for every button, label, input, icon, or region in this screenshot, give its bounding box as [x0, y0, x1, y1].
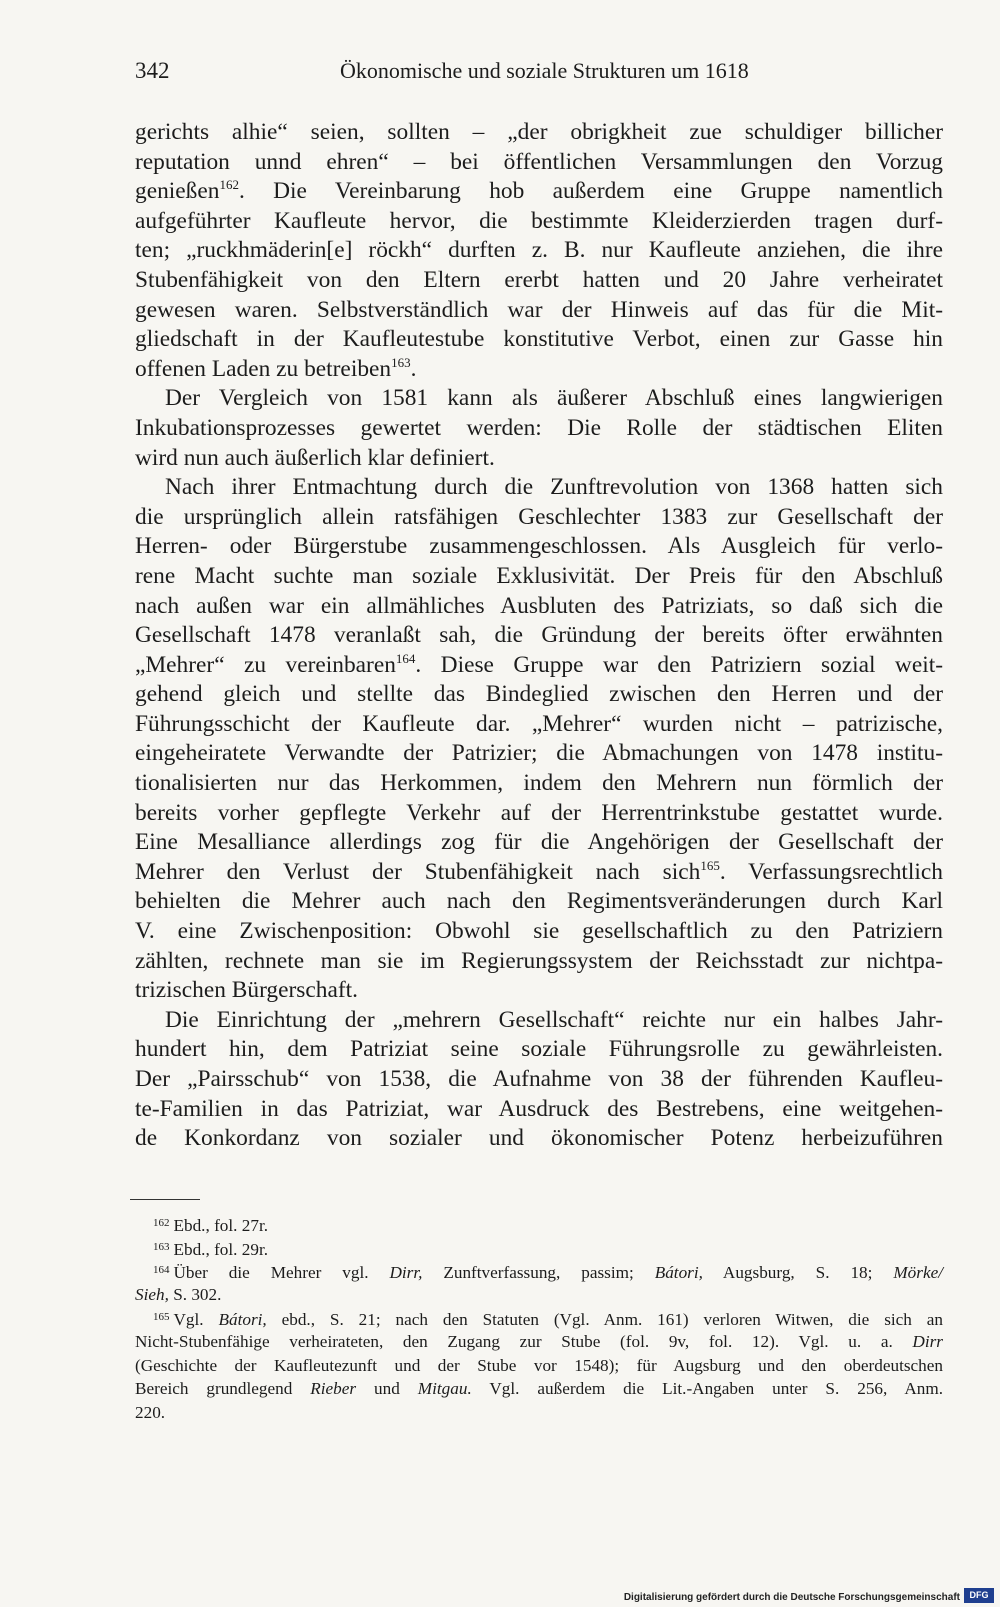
text-segment: te-Familien in das Patriziat, war Ausdruck des Bestrebens, eine weitgehen- [135, 1095, 943, 1122]
text-segment: ebd., S. 21; nach den Statuten (Vgl. Anm. 161) verloren Witwen, die sich an [266, 1310, 943, 1330]
text-line [135, 976, 943, 1006]
text-line [135, 325, 943, 355]
text-segment: und [356, 1379, 418, 1399]
cited-author: Sieh, [135, 1284, 169, 1304]
text-line [135, 1124, 943, 1154]
text-segment: gerichts alhie“ seien, sollten – „der obrigkheit zue schuldiger billicher [135, 119, 943, 145]
running-title: Ökonomische und soziale Strukturen um 1618 [340, 58, 749, 83]
footnote-line [135, 1330, 943, 1354]
text-line [135, 384, 943, 414]
text-segment: gehend gleich und stellte das Bindeglied zwischen den Herren und der [135, 681, 943, 708]
text-line [135, 148, 943, 178]
cited-author: Rieber [310, 1379, 357, 1399]
text-line [135, 532, 943, 562]
footnote-number: 164 [153, 1264, 170, 1277]
cited-author: Mörke/ [893, 1263, 943, 1283]
text-segment: V. eine Zwischenposition: Obwohl sie gesellschaftlich zu den Patriziern [135, 918, 943, 945]
page-header [135, 58, 943, 94]
footnote-reference: 165 [700, 857, 720, 873]
text-segment: bereits vorher gepflegte Verkehr auf der Herrentrinkstube gestattet wurde. [135, 799, 943, 826]
text-segment: Herren- oder Bürgerstube zusammengeschlossen. Als Ausgleich für verlo- [135, 533, 943, 560]
text-line [135, 562, 943, 592]
text-segment: die ursprünglich allein ratsfähigen Geschlechter 1383 zur Gesellschaft der [135, 503, 943, 530]
text-segment: Gesellschaft 1478 veranlaßt sah, die Gründung der bereits öfter erwähnten [135, 622, 943, 649]
text-line [135, 296, 943, 326]
text-line [135, 236, 943, 266]
text-segment: . [410, 355, 417, 382]
text-line [135, 1006, 943, 1036]
text-segment: trizischen Bürgerschaft. [135, 977, 358, 1004]
footnote-line [135, 1306, 943, 1330]
text-line [135, 1065, 943, 1095]
text-segment: . Die Vereinbarung hob außerdem eine Gruppe namentlich [238, 178, 943, 205]
text-line [135, 444, 943, 474]
text-segment: Inkubationsprozesses gewertet werden: Die Rolle der städtischen Eliten [135, 414, 943, 441]
footnote-reference: 163 [391, 354, 411, 370]
text-line [135, 414, 943, 444]
text-segment: Die Einrichtung der „mehrern Gesellschaft“ reichte nur ein halbes Jahr- [165, 1006, 943, 1033]
text-segment: rene Macht suchte man soziale Exklusivität. Der Preis für den Abschluß [135, 562, 943, 589]
text-segment: Der „Pairsschub“ von 1538, die Aufnahme von 38 der führenden Kaufleu- [135, 1066, 943, 1092]
text-segment: tionalisierten nur das Herkommen, indem den Mehrern nun förmlich der [135, 770, 943, 797]
text-segment: Ebd., fol. 27r. [173, 1216, 269, 1235]
text-line [135, 355, 943, 385]
cited-author: Dirr, [389, 1263, 423, 1283]
text-line [135, 799, 943, 829]
text-segment: eingeheiratete Verwandte der Patrizier; die Abmachungen von 1478 institu- [135, 740, 943, 767]
digitization-credit: Digitalisierung gefördert durch die Deutsche Forschungsgemeinschaft [623, 1592, 960, 1603]
footnotes [135, 1212, 943, 1424]
text-segment: Nicht-Stubenfähige verheirateten, den Zugang zur Stube (fol. 9v, fol. 12). Vgl. u. a. [135, 1331, 913, 1351]
text-segment: Bereich grundlegend [135, 1379, 311, 1399]
text-line [135, 858, 943, 888]
text-segment: hundert hin, dem Patriziat seine soziale Führungsrolle zu gewährleisten. [135, 1036, 943, 1063]
text-segment: behielten die Mehrer auch nach den Regimentsveränderungen durch Karl [135, 888, 943, 915]
text-segment: offenen Laden zu betreiben [135, 355, 392, 382]
text-segment: Mehrer den Verlust der Stubenfähigkeit nach sich [135, 858, 701, 885]
cited-author: Dirr [912, 1331, 943, 1351]
body-text [135, 118, 943, 1154]
text-segment: Ebd., fol. 29r. [173, 1239, 269, 1259]
footnote-reference: 162 [219, 177, 239, 193]
footnote-number: 163 [153, 1240, 170, 1253]
text-segment: „Mehrer“ zu vereinbaren [135, 651, 396, 678]
footnote-number: 165 [153, 1311, 170, 1324]
text-segment: aufgeführter Kaufleute hervor, die bestimmte Kleiderzierden tragen durf- [135, 207, 943, 234]
text-line [135, 1095, 943, 1125]
text-segment: de Konkordanz von sozialer und ökonomischer Potenz herbeizuführen [135, 1125, 943, 1152]
text-segment: S. 302. [168, 1284, 222, 1304]
text-line [135, 473, 943, 503]
text-segment: Eine Mesalliance allerdings zog für die Angehörigen der Gesellschaft der [135, 829, 943, 856]
cited-author: Bátori, [218, 1310, 267, 1330]
text-segment: zählten, rechnete man sie im Regierungssystem der Reichsstadt zur nichtpa- [135, 947, 943, 974]
text-segment: . Verfassungsrechtlich [719, 858, 943, 885]
footnote-line [135, 1377, 943, 1401]
text-segment: Nach ihrer Entmachtung durch die Zunftrevolution von 1368 hatten sich [165, 474, 943, 501]
text-segment: Vgl. [173, 1310, 219, 1330]
text-line [135, 710, 943, 740]
footnote-number: 162 [153, 1217, 170, 1229]
text-line [135, 769, 943, 799]
text-segment: 220. [135, 1402, 166, 1422]
text-line [135, 177, 943, 207]
text-line [135, 947, 943, 977]
page-number: 342 [135, 58, 170, 83]
text-segment: Führungsschicht der Kaufleute dar. „Mehrer“ wurden nicht – patrizische, [135, 710, 943, 737]
text-segment: gliedschaft in der Kaufleutestube konstitutive Verbot, einen zur Gasse hin [135, 326, 943, 353]
text-segment: nach außen war ein allmähliches Ausbluten des Patriziats, so daß sich die [135, 592, 943, 619]
text-line [135, 887, 943, 917]
footnote-line [135, 1236, 943, 1260]
text-line [135, 651, 943, 681]
text-line [135, 1035, 943, 1065]
footnote-reference: 164 [395, 650, 416, 666]
text-line [135, 207, 943, 237]
text-segment: wird nun auch äußerlich klar definiert. [135, 444, 495, 471]
text-segment: (Geschichte der Kaufleutezunft und der Stube vor 1548); für Augsburg und den oberdeutschen [135, 1355, 943, 1375]
text-segment: . Diese Gruppe war den Patriziern sozial weit- [415, 651, 943, 678]
footnote-line [135, 1354, 943, 1378]
footnote-line [135, 1283, 943, 1307]
footnote-line [135, 1259, 943, 1283]
footnote-line [135, 1212, 943, 1236]
text-line [135, 503, 943, 533]
footnote-line [135, 1401, 943, 1425]
text-line [135, 592, 943, 622]
text-line [135, 621, 943, 651]
text-segment: Stubenfähigkeit von den Eltern ererbt hatten und 20 Jahre verheiratet [135, 266, 943, 293]
text-line [135, 828, 943, 858]
footnote-separator [130, 1199, 200, 1200]
cited-author: Mitgau. [417, 1379, 472, 1399]
text-segment: genießen [135, 178, 220, 205]
text-segment: Augsburg, S. 18; [702, 1263, 894, 1283]
text-segment: Der Vergleich von 1581 kann als äußerer Abschluß eines langwierigen [165, 385, 943, 412]
dfg-logo: DFG [964, 1588, 994, 1603]
text-line [135, 680, 943, 710]
text-segment: Über die Mehrer vgl. [173, 1263, 390, 1283]
text-segment: ten; „ruckhmäderin[e] röckh“ durften z. B. nur Kaufleute anziehen, die ihre [135, 237, 943, 264]
cited-author: Bátori, [654, 1263, 703, 1283]
text-segment: gewesen waren. Selbstverständlich war der Hinweis auf das für die Mit- [135, 296, 943, 323]
text-segment: Vgl. außerdem die Lit.-Angaben unter S. 256, Anm. [471, 1379, 943, 1399]
text-line [135, 739, 943, 769]
text-line [135, 266, 943, 296]
text-segment: reputation unnd ehren“ – bei öffentlichen Versammlungen den Vorzug [135, 148, 943, 175]
text-line [135, 118, 943, 148]
text-line [135, 917, 943, 947]
text-segment: Zunftverfassung, passim; [422, 1263, 655, 1283]
